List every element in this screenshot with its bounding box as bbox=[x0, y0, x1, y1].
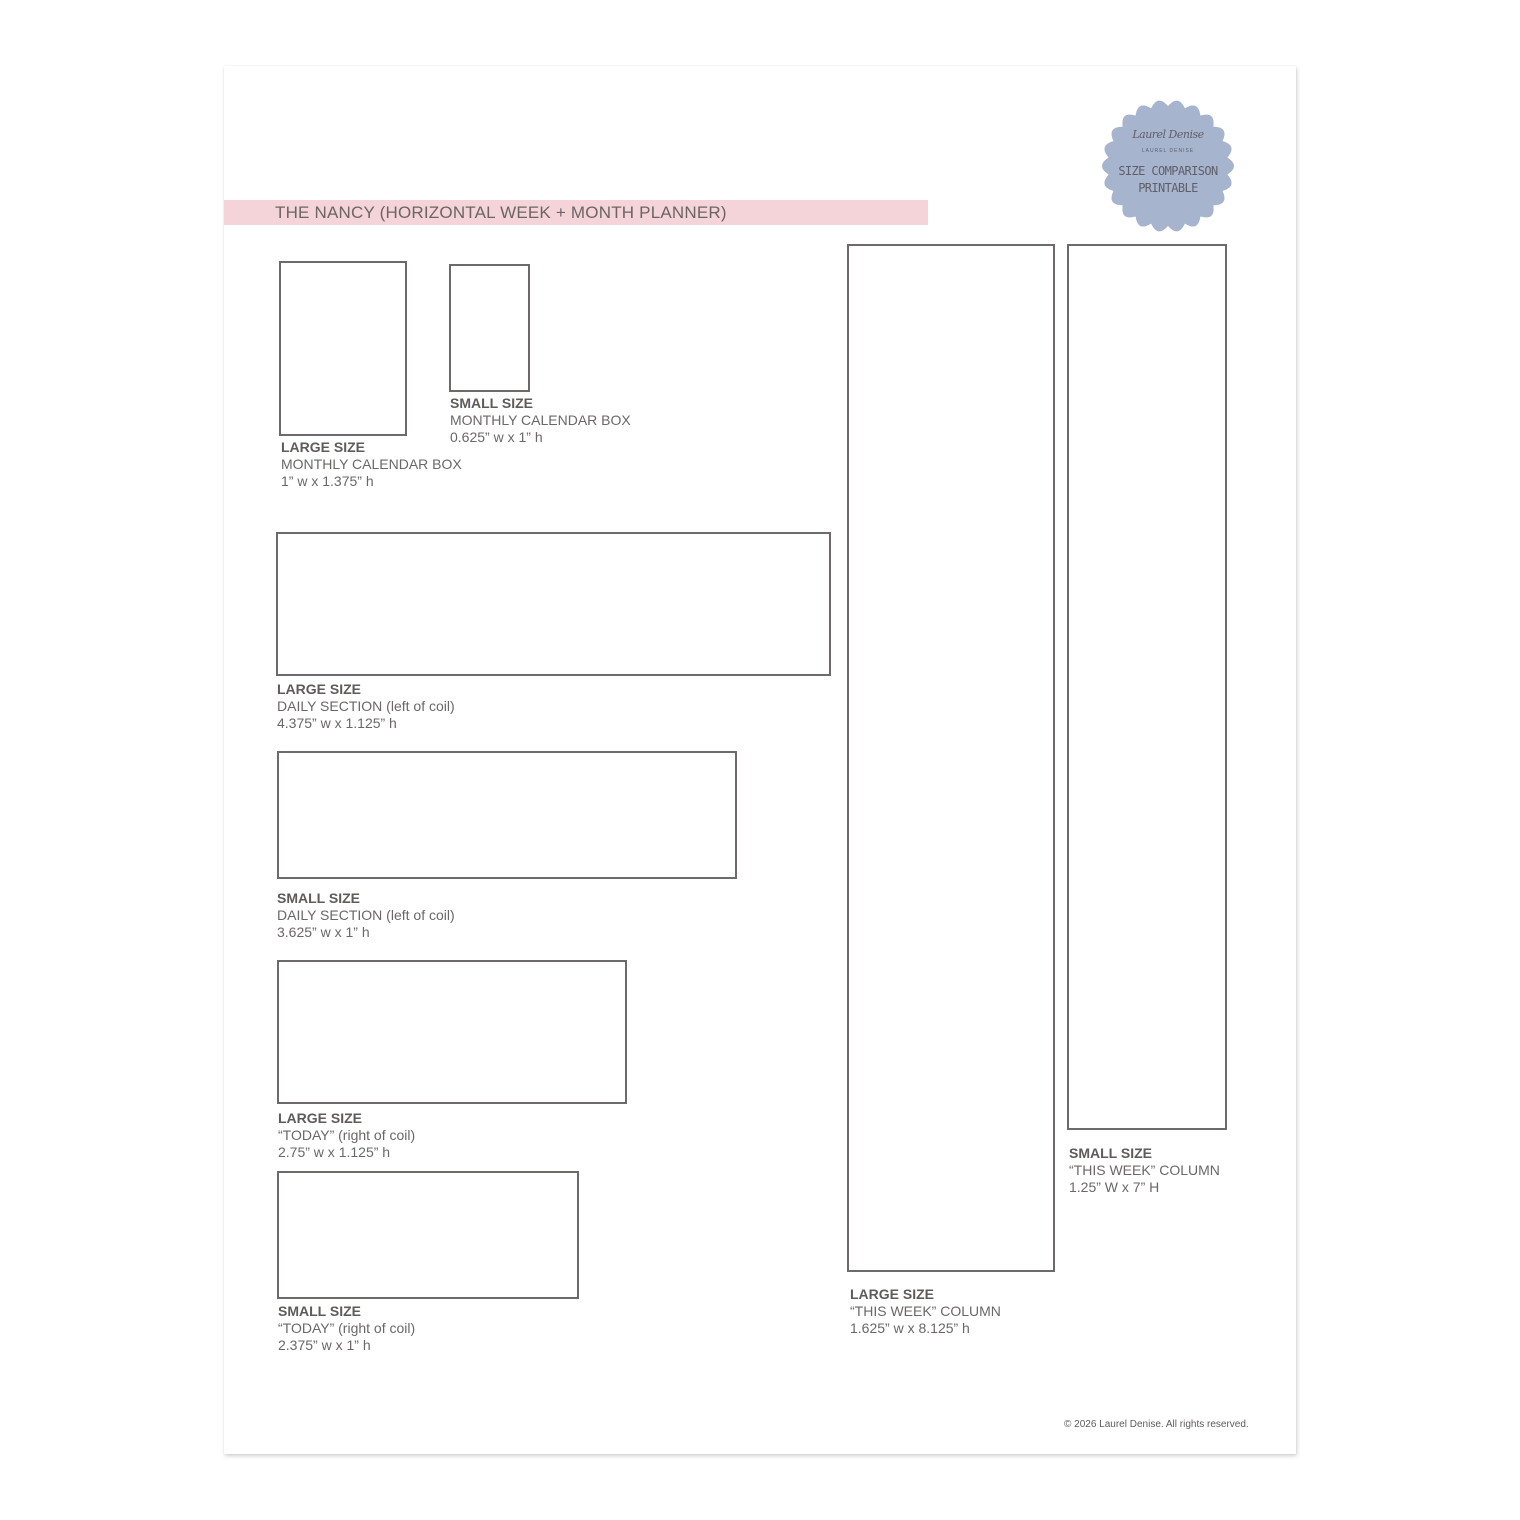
large-daily-box-outline bbox=[276, 532, 831, 676]
small-monthly-box-outline bbox=[449, 264, 530, 392]
small-daily-label bbox=[277, 890, 455, 941]
item-dimensions: 2.75” w x 1.125” h bbox=[278, 1144, 391, 1160]
item-name: DAILY SECTION (left of coil) bbox=[277, 698, 455, 714]
size-label: LARGE SIZE bbox=[278, 1110, 363, 1126]
item-name: DAILY SECTION (left of coil) bbox=[277, 907, 455, 923]
item-dimensions: 1.25” W x 7” H bbox=[1069, 1179, 1160, 1195]
large-this-week-label bbox=[850, 1286, 1001, 1337]
printable-sheet bbox=[224, 66, 1296, 1454]
size-label: SMALL SIZE bbox=[278, 1303, 361, 1319]
page-title: THE NANCY (HORIZONTAL WEEK + MONTH PLANNER) bbox=[275, 203, 727, 222]
item-dimensions: 0.625” w x 1” h bbox=[450, 429, 543, 445]
title-banner bbox=[224, 200, 928, 225]
item-name: “TODAY” (right of coil) bbox=[278, 1320, 416, 1336]
item-name: “TODAY” (right of coil) bbox=[278, 1127, 416, 1143]
large-monthly-label bbox=[281, 439, 462, 490]
size-label: SMALL SIZE bbox=[277, 890, 360, 906]
large-monthly-box-outline bbox=[279, 261, 407, 436]
large-today-label bbox=[278, 1110, 415, 1161]
item-dimensions: 1” w x 1.375” h bbox=[281, 473, 374, 489]
size-comparison-badge bbox=[1100, 98, 1236, 234]
small-this-week-label bbox=[1069, 1145, 1220, 1196]
badge-signature: Laurel Denise bbox=[1132, 128, 1204, 141]
small-daily-box-outline bbox=[277, 751, 737, 879]
copyright-footer: © 2026 Laurel Denise. All rights reserved. bbox=[1064, 1419, 1249, 1430]
small-monthly-label bbox=[450, 395, 631, 446]
item-name: “THIS WEEK” COLUMN bbox=[1069, 1162, 1220, 1178]
size-label: LARGE SIZE bbox=[850, 1286, 935, 1302]
badge-line-2: PRINTABLE bbox=[1138, 181, 1198, 195]
item-dimensions: 4.375” w x 1.125” h bbox=[277, 715, 397, 731]
item-name: “THIS WEEK” COLUMN bbox=[850, 1303, 1001, 1319]
large-this-week-column-outline bbox=[847, 244, 1055, 1272]
item-dimensions: 2.375” w x 1” h bbox=[278, 1337, 371, 1353]
item-name: MONTHLY CALENDAR BOX bbox=[450, 412, 631, 428]
item-dimensions: 3.625” w x 1” h bbox=[277, 924, 370, 940]
large-today-box-outline bbox=[277, 960, 627, 1104]
small-this-week-column-outline bbox=[1067, 244, 1227, 1130]
small-today-box-outline bbox=[277, 1171, 579, 1299]
badge-line-1: SIZE COMPARISON bbox=[1118, 164, 1218, 178]
item-dimensions: 1.625” w x 8.125” h bbox=[850, 1320, 970, 1336]
size-label: SMALL SIZE bbox=[450, 395, 533, 411]
item-name: MONTHLY CALENDAR BOX bbox=[281, 456, 462, 472]
large-daily-label bbox=[277, 681, 455, 732]
size-label: LARGE SIZE bbox=[277, 681, 362, 697]
size-label: SMALL SIZE bbox=[1069, 1145, 1152, 1161]
badge-brand: LAUREL DENISE bbox=[1141, 148, 1195, 154]
size-label: LARGE SIZE bbox=[281, 439, 366, 455]
small-today-label bbox=[278, 1303, 415, 1354]
